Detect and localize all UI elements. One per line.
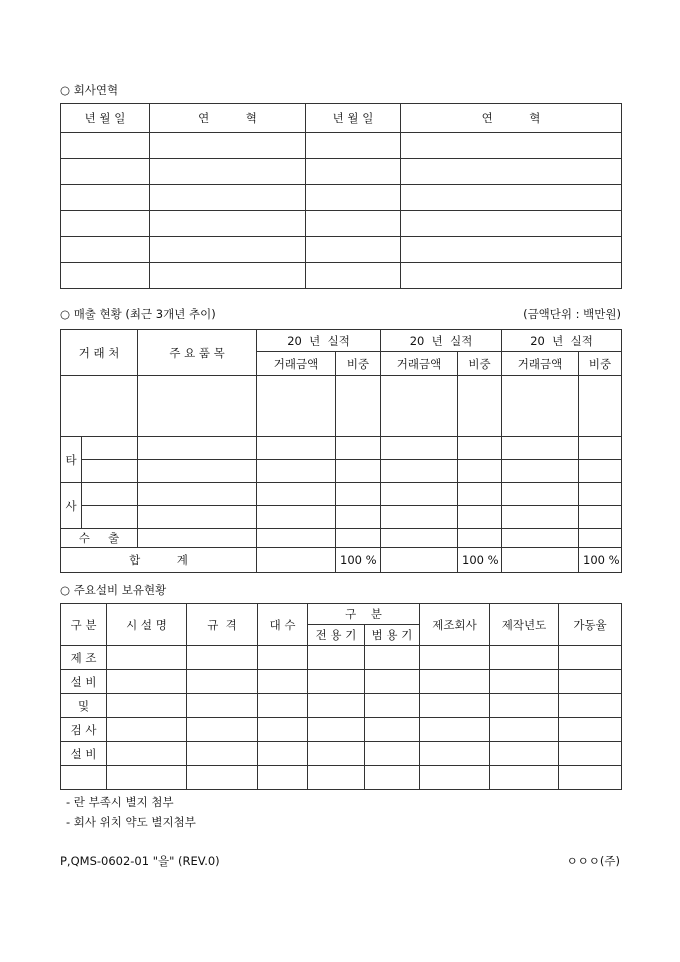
equipment-cell[interactable] (490, 766, 559, 790)
sales-cell[interactable] (138, 437, 257, 460)
history-cell[interactable] (306, 211, 401, 237)
history-cell[interactable] (401, 263, 622, 289)
sales-cell[interactable] (82, 460, 138, 483)
equipment-header-name: 시 설 명 (107, 604, 187, 646)
sales-cell[interactable] (458, 483, 502, 506)
sales-cell[interactable] (458, 437, 502, 460)
equipment-header-dedicated: 전 용 기 (308, 625, 365, 646)
sales-cell[interactable] (336, 376, 381, 437)
sales-cell[interactable] (381, 437, 458, 460)
history-cell[interactable] (61, 185, 150, 211)
table-row (61, 437, 622, 460)
equipment-row-label (61, 766, 107, 790)
table-row (61, 376, 622, 437)
table-row (61, 185, 622, 211)
equipment-cell[interactable] (187, 742, 258, 766)
sales-cell[interactable] (257, 460, 336, 483)
table-row (61, 460, 622, 483)
sales-cell[interactable] (502, 460, 579, 483)
sales-cell[interactable] (336, 529, 381, 548)
history-cell[interactable] (401, 159, 622, 185)
equipment-cell[interactable] (559, 766, 622, 790)
equipment-header-type: 구 분 (61, 604, 107, 646)
equipment-cell[interactable] (107, 718, 187, 742)
sales-cell[interactable] (381, 460, 458, 483)
history-cell[interactable] (306, 263, 401, 289)
equipment-cell[interactable] (559, 694, 622, 718)
table-row (61, 133, 622, 159)
history-cell[interactable] (150, 159, 306, 185)
equipment-row-label: 설 비 (61, 670, 107, 694)
company-name: ㅇㅇㅇ(주) (566, 854, 620, 868)
sales-total-ratio-2: 100 % (458, 548, 502, 573)
sales-cell[interactable] (579, 529, 622, 548)
sales-cell[interactable] (257, 506, 336, 529)
sales-cell[interactable] (138, 506, 257, 529)
sales-header-customer: 거 래 처 (61, 330, 138, 376)
equipment-cell[interactable] (365, 766, 420, 790)
equipment-cell[interactable] (308, 646, 365, 670)
sales-cell[interactable] (579, 460, 622, 483)
table-row (61, 483, 622, 506)
sales-cell[interactable] (381, 506, 458, 529)
sales-cell[interactable] (82, 483, 138, 506)
sales-header-product: 주 요 품 목 (138, 330, 257, 376)
sales-total-ratio-1: 100 % (336, 548, 381, 573)
equipment-cell[interactable] (258, 694, 308, 718)
table-row (61, 694, 622, 718)
sales-cell[interactable] (579, 483, 622, 506)
history-cell[interactable] (61, 133, 150, 159)
equipment-cell[interactable] (258, 742, 308, 766)
sales-header-year-3: 20 년 실적 (502, 330, 622, 352)
history-cell[interactable] (401, 185, 622, 211)
equipment-cell[interactable] (365, 670, 420, 694)
equipment-cell[interactable] (365, 646, 420, 670)
equipment-cell[interactable] (308, 742, 365, 766)
sales-cell[interactable] (458, 506, 502, 529)
equipment-cell[interactable] (258, 718, 308, 742)
history-cell[interactable] (306, 185, 401, 211)
history-cell[interactable] (150, 263, 306, 289)
equipment-cell[interactable] (107, 670, 187, 694)
sales-cell[interactable] (458, 460, 502, 483)
sales-cell[interactable] (458, 376, 502, 437)
sales-cell[interactable] (579, 376, 622, 437)
history-cell[interactable] (306, 237, 401, 263)
table-row (61, 718, 622, 742)
history-cell[interactable] (306, 133, 401, 159)
sales-other-label-2: 사 (61, 483, 82, 529)
equipment-cell[interactable] (107, 766, 187, 790)
equipment-cell[interactable] (107, 742, 187, 766)
sales-cell[interactable] (502, 437, 579, 460)
equipment-cell[interactable] (187, 718, 258, 742)
history-cell[interactable] (61, 211, 150, 237)
table-row (61, 529, 622, 548)
equipment-header-maker: 제조회사 (420, 604, 490, 646)
history-header-history-1: 연 혁 (150, 104, 306, 133)
sales-cell[interactable] (381, 548, 458, 573)
equipment-cell[interactable] (258, 766, 308, 790)
table-row (61, 506, 622, 529)
history-cell[interactable] (61, 159, 150, 185)
equipment-cell[interactable] (365, 694, 420, 718)
sales-cell[interactable] (502, 376, 579, 437)
sales-subheader-amount-3: 거래금액 (502, 352, 579, 376)
history-header-date-2: 년 월 일 (306, 104, 401, 133)
equipment-cell[interactable] (490, 670, 559, 694)
equipment-cell[interactable] (308, 766, 365, 790)
sales-header-year-2: 20 년 실적 (381, 330, 502, 352)
sales-cell[interactable] (502, 529, 579, 548)
sales-cell[interactable] (138, 376, 257, 437)
sales-cell[interactable] (579, 437, 622, 460)
equipment-cell[interactable] (490, 646, 559, 670)
table-row (61, 646, 622, 670)
sales-title: ○ 매출 현황 (최근 3개년 추이) (60, 307, 216, 321)
sales-table (60, 329, 622, 573)
sales-cell[interactable] (257, 529, 336, 548)
equipment-cell[interactable] (420, 718, 490, 742)
sales-cell[interactable] (82, 506, 138, 529)
equipment-cell[interactable] (365, 718, 420, 742)
equipment-header-qty: 대 수 (258, 604, 308, 646)
table-row (61, 159, 622, 185)
history-header-history-2: 연 혁 (401, 104, 622, 133)
equipment-row-label: 설 비 (61, 742, 107, 766)
sales-total-ratio-3: 100 % (579, 548, 622, 573)
sales-other-label-1: 타 (61, 437, 82, 483)
equipment-cell[interactable] (308, 694, 365, 718)
history-cell[interactable] (150, 237, 306, 263)
sales-subheader-ratio-3: 비중 (579, 352, 622, 376)
equipment-cell[interactable] (490, 694, 559, 718)
history-cell[interactable] (61, 263, 150, 289)
equipment-cell[interactable] (365, 742, 420, 766)
equipment-cell[interactable] (187, 766, 258, 790)
sales-subheader-ratio-2: 비중 (458, 352, 502, 376)
equipment-cell[interactable] (187, 646, 258, 670)
equipment-row-label: 제 조 (61, 646, 107, 670)
equipment-header-spec: 규 격 (187, 604, 258, 646)
table-row (61, 548, 622, 573)
equipment-cell[interactable] (420, 766, 490, 790)
form-code: P,QMS-0602-01 "을" (REV.0) (60, 854, 220, 868)
equipment-cell[interactable] (420, 694, 490, 718)
equipment-cell[interactable] (420, 670, 490, 694)
table-row (61, 742, 622, 766)
table-row (61, 211, 622, 237)
sales-cell[interactable] (579, 506, 622, 529)
sales-cell[interactable] (138, 483, 257, 506)
sales-cell[interactable] (138, 529, 257, 548)
history-cell[interactable] (401, 211, 622, 237)
equipment-cell[interactable] (559, 742, 622, 766)
sales-cell[interactable] (458, 529, 502, 548)
sales-cell[interactable] (502, 506, 579, 529)
equipment-cell[interactable] (308, 718, 365, 742)
equipment-title: ○ 주요설비 보유현황 (60, 583, 167, 597)
history-table (60, 103, 622, 289)
sales-cell[interactable] (502, 548, 579, 573)
equipment-cell[interactable] (420, 742, 490, 766)
history-cell[interactable] (401, 237, 622, 263)
sales-subheader-amount-1: 거래금액 (257, 352, 336, 376)
equipment-cell[interactable] (258, 646, 308, 670)
equipment-cell[interactable] (559, 718, 622, 742)
equipment-row-label: 검 사 (61, 718, 107, 742)
sales-subheader-ratio-1: 비중 (336, 352, 381, 376)
sales-unit-note: (금액단위 : 백만원) (523, 307, 621, 321)
sales-cell[interactable] (381, 376, 458, 437)
history-cell[interactable] (150, 133, 306, 159)
sales-cell[interactable] (257, 437, 336, 460)
equipment-cell[interactable] (490, 742, 559, 766)
sales-cell[interactable] (381, 483, 458, 506)
sales-cell[interactable] (257, 548, 336, 573)
history-title: ○ 회사연혁 (60, 83, 119, 97)
equipment-cell[interactable] (420, 646, 490, 670)
equipment-header-division: 구 분 (308, 604, 420, 625)
equipment-cell[interactable] (490, 718, 559, 742)
sales-cell[interactable] (502, 483, 579, 506)
equipment-cell[interactable] (107, 694, 187, 718)
history-cell[interactable] (61, 237, 150, 263)
sales-subheader-amount-2: 거래금액 (381, 352, 458, 376)
history-cell[interactable] (150, 185, 306, 211)
sales-export-label: 수 출 (61, 529, 138, 548)
history-header-date-1: 년 월 일 (61, 104, 150, 133)
history-cell[interactable] (150, 211, 306, 237)
equipment-table (60, 603, 622, 790)
table-row (61, 263, 622, 289)
table-row (61, 237, 622, 263)
sales-cell[interactable] (381, 529, 458, 548)
table-row (61, 670, 622, 694)
equipment-cell[interactable] (559, 646, 622, 670)
equipment-cell[interactable] (559, 670, 622, 694)
sales-cell[interactable] (257, 483, 336, 506)
note-location-map: - 회사 위치 약도 별지첨부 (66, 815, 196, 829)
sales-cell[interactable] (336, 437, 381, 460)
note-extra-sheet: - 란 부족시 별지 첨부 (66, 795, 174, 809)
sales-cell[interactable] (61, 376, 138, 437)
history-cell[interactable] (401, 133, 622, 159)
sales-header-year-1: 20 년 실적 (257, 330, 381, 352)
sales-cell[interactable] (336, 483, 381, 506)
sales-cell[interactable] (82, 437, 138, 460)
table-row (61, 766, 622, 790)
equipment-row-label: 및 (61, 694, 107, 718)
equipment-cell[interactable] (258, 670, 308, 694)
equipment-header-general: 범 용 기 (365, 625, 420, 646)
equipment-cell[interactable] (107, 646, 187, 670)
equipment-header-rate: 가동율 (559, 604, 622, 646)
sales-cell[interactable] (336, 506, 381, 529)
equipment-header-year: 제작년도 (490, 604, 559, 646)
sales-cell[interactable] (138, 460, 257, 483)
sales-cell[interactable] (336, 460, 381, 483)
sales-total-label: 합 계 (61, 548, 257, 573)
equipment-cell[interactable] (308, 670, 365, 694)
equipment-cell[interactable] (187, 694, 258, 718)
equipment-cell[interactable] (187, 670, 258, 694)
history-cell[interactable] (306, 159, 401, 185)
sales-cell[interactable] (257, 376, 336, 437)
